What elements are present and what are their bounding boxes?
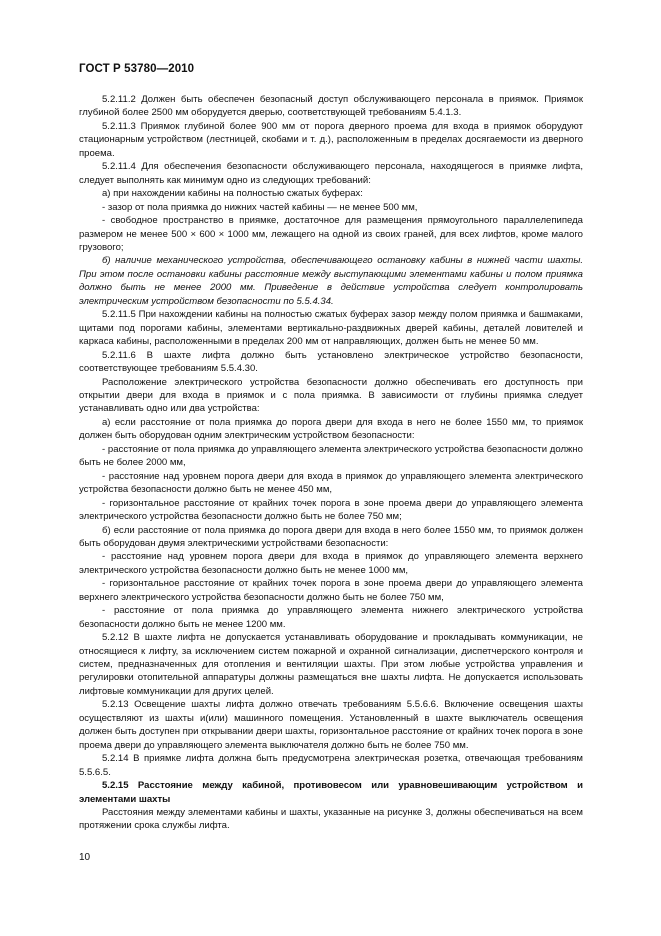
paragraph: Расстояния между элементами кабины и шахты, указанные на рисунке 3, должны обеспечиваться на всем протяжении срока службы лифта. (79, 807, 583, 832)
paragraph: Расположение электрического устройства безопасности должно обеспечивать его доступность при открытии двери для входа в приямок и с пола приямка. В зависимости от глубины приямка следует устанавливать одно или два устройства: (79, 376, 583, 415)
clause-5-2-13: 5.2.13 Освещение шахты лифта должно отвечать требованиям 5.5.6.6. Включение освещения шахты осуществляют из шахты и(или) машинного помещения. Установленный в шахте выключатель освещения должен быть доступен при открывании двери шахты, горизонтальное расстояние от крайних точек порога в зоне проема двери до управляющего элемента выключателя должно быть не более 750 мм. (79, 699, 583, 751)
list-item-dash: - расстояние над уровнем порога двери для входа в приямок до управляющего элемента электрического устройства безопасности должно быть не менее 450 мм, (79, 470, 583, 496)
list-item-dash: - свободное пространство в приямке, достаточное для размещения прямоугольного параллелепипеда размером не менее 500 × 600 × 1000 мм, лежащего на одной из своих граней, для всех лифтов, кроме малого грузового; (79, 215, 583, 253)
list-item-a: а) если расстояние от пола приямка до порога двери для входа в него не более 1550 мм, то приямок должен быть оборудован одним электрическим устройством безопасности: (79, 416, 583, 442)
clause-5-2-11-5: 5.2.11.5 При нахождении кабины на полностью сжатых буферах зазор между полом приямка и башмаками, щитами под порогами кабины, элементами вертикально-раздвижных дверей кабины, деталей ловителей и каркаса кабины, расположенными в пределах 200 мм от направляющих, должен быть не менее 50 мм. (79, 309, 583, 348)
clause-5-2-11-2: 5.2.11.2 Должен быть обеспечен безопасный доступ обслуживающего персонала в приямок. Приямок глубиной более 2500 мм оборудуется дверью, соответствующей требованиям 5.4.1.3. (79, 94, 583, 119)
list-item-b: б) если расстояние от пола приямка до порога двери для входа в него более 1550 мм, то приямок должен быть оборудован двумя электрическими устройствами безопасности: (79, 524, 583, 549)
list-item-dash: - расстояние от пола приямка до управляющего элемента нижнего электрического устройства безопасности должно быть не менее 1200 мм. (79, 605, 583, 630)
list-item-dash: - расстояние над уровнем порога двери для входа в приямок до управляющего элемента верхнего электрического устройства безопасности должно быть не менее 1000 мм, (79, 551, 583, 576)
clause-5-2-11-3: 5.2.11.3 Приямок глубиной более 900 мм от порога дверного проема для входа в приямок оборудуют стационарным устройством (лестницей, скобами и т. д.), расположенным в пределах досягаемости из дверного проема. (79, 120, 583, 159)
list-item-dash: - горизонтальное расстояние от крайних точек порога в зоне проема двери до управляющего элемента электрического устройства безопасности должно быть не более 750 мм; (79, 497, 583, 523)
list-item-a: а) при нахождении кабины на полностью сжатых буферах: (102, 188, 363, 200)
page-number: 10 (79, 852, 91, 863)
document-body (79, 93, 583, 833)
list-item-b-italic: б) наличие механического устройства, обеспечивающего остановку кабины в нижней части шахты. При этом после остановки кабины расстояние между выступающими элементами кабины и полом приямка должно быть не менее 2000 мм. Приведение в действие устройства следует контролировать электрическим устройством безопасности по 5.5.4.34. (79, 255, 583, 307)
list-item-dash: - горизонтальное расстояние от крайних точек порога в зоне проема двери до управляющего элемента верхнего электрического устройства безопасности должно быть не более 750 мм, (79, 578, 583, 603)
document-header: ГОСТ Р 53780—2010 (79, 63, 195, 75)
clause-5-2-14: 5.2.14 В приямке лифта должна быть предусмотрена электрическая розетка, отвечающая требованиям 5.5.6.5. (79, 753, 583, 778)
list-item-dash: - расстояние от пола приямка до управляющего элемента электрического устройства безопасности должно быть не более 2000 мм, (79, 443, 583, 469)
list-item-dash: - зазор от пола приямка до нижних частей кабины — не менее 500 мм, (102, 201, 418, 213)
clause-5-2-11-4: 5.2.11.4 Для обеспечения безопасности обслуживающего персонала, находящегося в приямке лифта, следует выполнять как минимум одно из следующих требований: (79, 161, 583, 186)
clause-5-2-12: 5.2.12 В шахте лифта не допускается устанавливать оборудование и прокладывать коммуникации, не относящиеся к лифту, за исключением систем пожарной и охранной сигнализации, диспетчерского контроля и систем, предназначенных для отопления и вентиляции шахты. При этом любые устройства управления и регулировки отопительной аппаратуры должны размещаться вне шахты лифта. Не допускается использовать лифтовые коммуникации для других целей. (79, 632, 583, 697)
section-heading-5-2-15: 5.2.15 Расстояние между кабиной, противовесом или уравновешивающим устройством и элементами шахты (79, 780, 583, 805)
clause-5-2-11-6: 5.2.11.6 В шахте лифта должно быть установлено электрическое устройство безопасности, соответствующее требованиям 5.5.4.30. (79, 349, 583, 375)
